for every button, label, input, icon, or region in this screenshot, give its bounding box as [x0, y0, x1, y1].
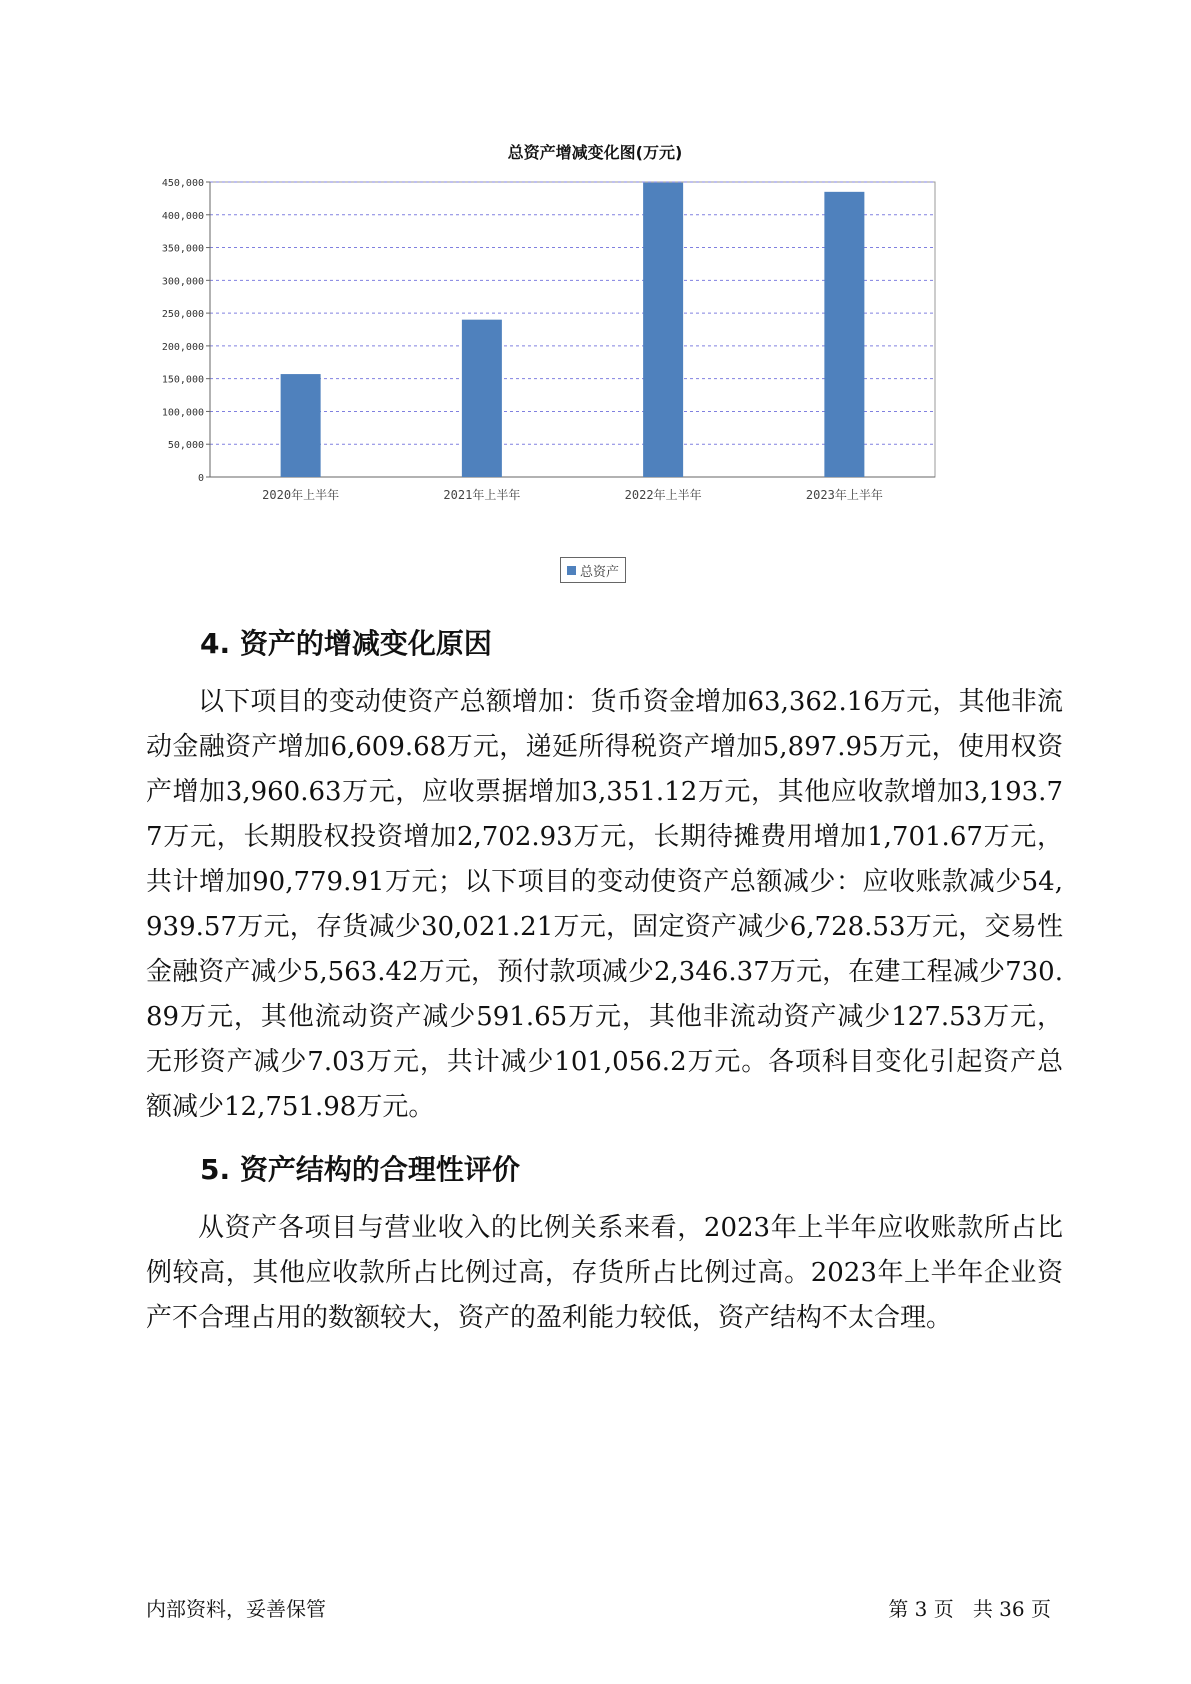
y-tick-label: 350,000	[161, 243, 204, 255]
chart-title: 总资产增减变化图(万元)	[507, 143, 683, 162]
footer-confidential-note: 内部资料，妥善保管	[146, 1597, 326, 1621]
y-tick-label: 300,000	[161, 276, 204, 288]
footer-page-number: 第 3 页 共 36 页	[888, 1597, 1051, 1621]
chart-legend	[560, 557, 626, 583]
paragraph-asset-structure-evaluation: 从资产各项目与营业收入的比例关系来看，2023年上半年应收账款所占比例较高，其他应收款所占比例过高，存货所占比例过高。2023年上半年企业资产不合理占用的数额较大，资产的盈利能力较低，资产结构不太合理。	[146, 1213, 1063, 1333]
paragraph-asset-change-reasons: 以下项目的变动使资产总额增加：货币资金增加63,362.16万元，其他非流动金融资产增加6,609.68万元，递延所得税资产增加5,897.95万元，使用权资产增加3,960.63万元，应收票据增加3,351.12万元，其他应收款增加3,193.77万元，长期股权投资增加2,702.93万元，长期待摊费用增加1,701.67万元，共计增加90,779.91万元；以下项目的变动使资产总额减少：应收账款减少54,939.57万元，存货减少30,021.21万元，固定资产减少6,728.53万元，交易性金融资产减少5,563.42万元，预付款项减少2,346.37万元，在建工程减少730.89万元，其他流动资产减少591.65万元，其他非流动资产减少127.53万元，无形资产减少7.03万元，共计减少101,056.2万元。各项科目变化引起资产总额减少12,751.98万元。	[146, 687, 1063, 1122]
y-tick-label: 0	[197, 473, 204, 484]
y-tick-label: 200,000	[161, 341, 204, 353]
y-tick-label: 400,000	[161, 210, 204, 222]
y-tick-label: 100,000	[161, 407, 204, 419]
x-tick-label: 2022年上半年	[624, 488, 702, 502]
bar	[824, 192, 864, 477]
bar	[281, 374, 321, 477]
bar	[643, 183, 683, 477]
y-tick-label: 450,000	[161, 178, 204, 189]
section-heading-asset-structure-evaluation: 5. 资产结构的合理性评价	[200, 1153, 520, 1186]
y-tick-label: 250,000	[161, 309, 204, 321]
x-tick-label: 2023年上半年	[805, 488, 883, 502]
bar	[462, 320, 502, 477]
legend-label: 总资产	[580, 564, 620, 580]
section-heading-asset-change-reasons: 4. 资产的增减变化原因	[200, 627, 492, 660]
x-tick-label: 2020年上半年	[262, 488, 340, 502]
legend-swatch	[567, 566, 576, 575]
total-assets-bar-chart	[150, 172, 950, 522]
y-tick-label: 50,000	[167, 440, 204, 452]
x-tick-label: 2021年上半年	[443, 488, 521, 502]
y-tick-label: 150,000	[161, 374, 204, 386]
